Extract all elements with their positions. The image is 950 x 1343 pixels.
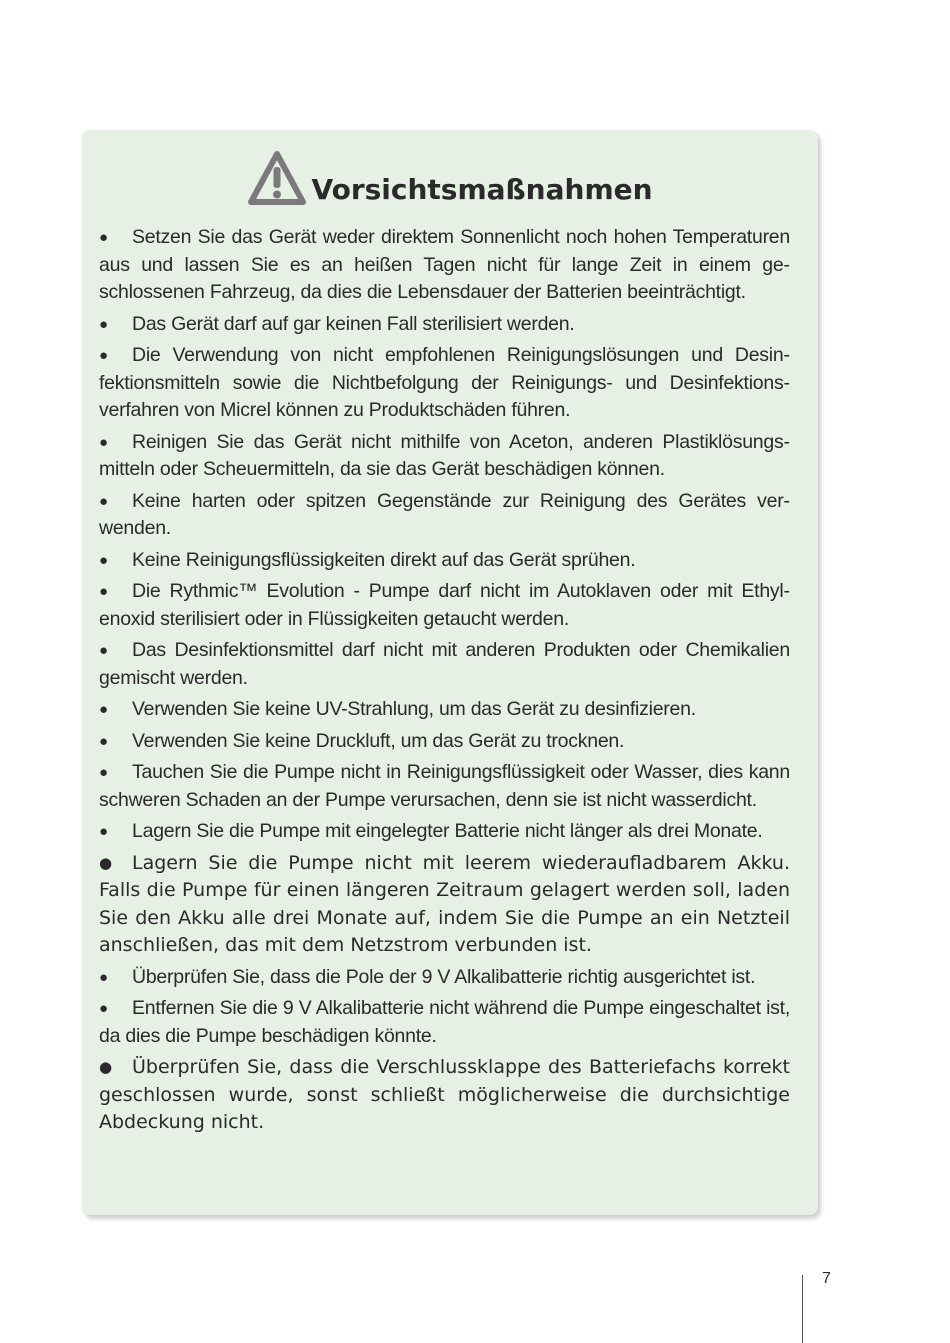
bullet-icon: ● [99, 823, 108, 840]
list-item-text: Entfernen Sie die 9 V Alkalibatterie nicht während die Pumpe eingeschaltet ist, da dies die Pumpe beschädigen könnte. [99, 997, 790, 1047]
precautions-box [82, 130, 818, 1215]
list-item [99, 696, 790, 724]
bullet-icon: ● [99, 853, 113, 872]
list-item [99, 429, 790, 484]
list-item-text: Überprüfen Sie, dass die Verschlussklappe des Batteriefachs korrekt geschlossen wurde, sonst schließt möglicherweise die durchsichtige Abdeckung nicht. [99, 1056, 790, 1133]
page-number: 7 [822, 1270, 831, 1287]
bullet-icon: ● [99, 492, 108, 510]
precautions-list [99, 224, 790, 1141]
page-margin-rule [802, 1275, 803, 1343]
list-item [99, 547, 790, 575]
bullet-icon: ● [99, 1000, 108, 1017]
warning-triangle-icon [247, 150, 307, 206]
list-item-text: Überprüfen Sie, dass die Pole der 9 V Alkalibatterie richtig ausgerichtet ist. [132, 965, 756, 988]
list-item-text: Die Verwendung von nicht empfohlenen Reinigungslösungen und Desinfektionsmitteln sowie die Nichtbefolgung der Reinigungs- und Desinfektionsverfahren von Micrel können zu Produktschäden führen. [99, 344, 790, 421]
list-item-text: Reinigen Sie das Gerät nicht mithilfe von Aceton, anderen Plastiklösungsmitteln oder Scheuermitteln, da sie das Gerät beschädigen können. [99, 430, 790, 480]
list-item [99, 578, 790, 633]
list-item-text: Lagern Sie die Pumpe nicht mit leerem wiederaufladbarem Akku. Falls die Pumpe für einen längeren Zeitraum gelagert werden soll, laden Sie den Akku alle drei Monate auf, indem Sie die Pumpe an ein Netzteil anschließen, das mit dem Netzstrom verbunden ist. [99, 851, 790, 956]
list-item [99, 964, 790, 992]
bullet-icon: ● [99, 732, 108, 750]
list-item [99, 818, 790, 846]
bullet-icon: ● [99, 551, 108, 569]
bullet-icon: ● [99, 229, 108, 246]
list-item [99, 995, 790, 1050]
bullet-icon: ● [99, 764, 108, 781]
list-item [99, 728, 790, 756]
section-title: Vorsichtsmaßnahmen [311, 173, 653, 206]
bullet-icon: ● [99, 701, 108, 718]
list-item-text: Keine harten oder spitzen Gegenstände zur Reinigung des Gerätes verwenden. [99, 489, 790, 539]
bullet-icon: ● [99, 1058, 113, 1076]
section-heading [82, 150, 818, 206]
list-item-text: Das Gerät darf auf gar keinen Fall sterilisiert werden. [132, 312, 575, 335]
list-item-text: Verwenden Sie keine Druckluft, um das Gerät zu trocknen. [132, 729, 625, 752]
bullet-icon: ● [99, 583, 108, 600]
list-item [99, 488, 790, 543]
list-item-text: Verwenden Sie keine UV-Strahlung, um das Gerät zu desinfizieren. [132, 698, 696, 720]
list-item [99, 1054, 790, 1137]
list-item-text: Lagern Sie die Pumpe mit eingelegter Batterie nicht länger als drei Monate. [132, 820, 763, 842]
list-item [99, 342, 790, 425]
list-item-text: Keine Reinigungsflüssigkeiten direkt auf das Gerät sprühen. [132, 548, 636, 571]
list-item [99, 759, 790, 814]
list-item-text: Setzen Sie das Gerät weder direktem Sonnenlicht noch hohen Temperaturen aus und lassen Sie es an heißen Tagen nicht für lange Zeit in einem geschlossenen Fahrzeug, da dies die Lebensdauer der Batterien beeinträchtigt. [99, 226, 790, 303]
bullet-icon: ● [99, 642, 108, 659]
bullet-icon: ● [99, 968, 108, 986]
bullet-icon: ● [99, 315, 108, 333]
list-item [99, 311, 790, 339]
bullet-icon: ● [99, 347, 108, 364]
bullet-icon: ● [99, 433, 108, 451]
list-item-text: Das Desinfektionsmittel darf nicht mit anderen Produkten oder Chemikalien gemischt werden. [99, 639, 790, 689]
list-item-text: Die Rythmic™ Evolution - Pumpe darf nicht im Autoklaven oder mit Ethylenoxid sterilisiert oder in Flüssigkeiten getaucht werden. [99, 580, 790, 630]
list-item [99, 637, 790, 692]
list-item-text: Tauchen Sie die Pumpe nicht in Reinigungsflüssigkeit oder Wasser, dies kann schweren Schaden an der Pumpe verursachen, denn sie ist nicht wasserdicht. [99, 761, 790, 811]
list-item [99, 224, 790, 307]
list-item [99, 850, 790, 960]
